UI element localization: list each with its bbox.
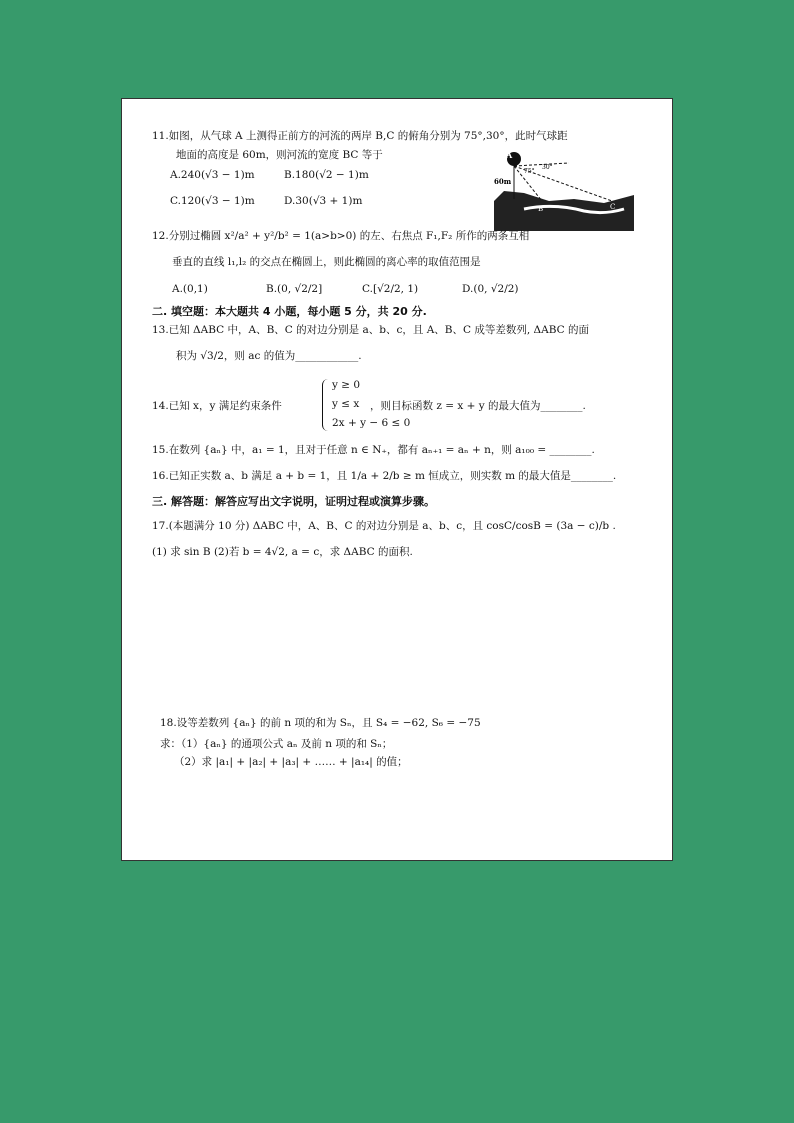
q16: 16.已知正实数 a、b 满足 a + b = 1，且 1/a + 2/b ≥ m 恒成立，则实数 m 的最大值是________.: [152, 470, 617, 482]
q14-brace: [322, 379, 331, 431]
balloon-river-figure: [494, 151, 634, 231]
q12-option-a: A.(0,1): [172, 283, 208, 295]
figure-label-height: 60m: [494, 177, 512, 186]
q12-line2: 垂直的直线 l₁,l₂ 的交点在椭圆上，则此椭圆的离心率的取值范围是: [172, 256, 481, 268]
exam-page: [121, 98, 673, 861]
q14-constraint-2: y ≤ x: [332, 398, 360, 410]
q18-line2: 求：（1）{aₙ} 的通项公式 aₙ 及前 n 项的和 Sₙ；: [160, 738, 393, 750]
q12-line1: 12.分别过椭圆 x²/a² + y²/b² = 1(a>b>0) 的左、右焦点 F₁,F₂ 所作的两条互相: [152, 230, 530, 242]
q15: 15.在数列 {aₙ} 中，a₁ = 1，且对于任意 n ∈ N₊，都有 aₙ₊₁ = aₙ + n，则 a₁₀₀ = ________.: [152, 444, 595, 456]
figure-label-a: A: [506, 151, 513, 160]
q17-line2: (1) 求 sin B (2)若 b = 4√2, a = c，求 ΔABC 的面积.: [152, 546, 413, 558]
q12-option-b: B.(0, √2/2]: [266, 283, 323, 295]
q18-line1: 18.设等差数列 {aₙ} 的前 n 项的和为 Sₙ，且 S₄ = −62, S₆ = −75: [160, 717, 481, 729]
q13-line1: 13.已知 ΔABC 中，A、B、C 的对边分别是 a、b、c，且 A、B、C 成等差数列, ΔABC 的面: [152, 324, 589, 336]
q11-line2: 地面的高度是 60m，则河流的宽度 BC 等于: [176, 149, 383, 161]
q11-option-b: B.180(√2 − 1)m: [284, 169, 369, 181]
figure-label-75: 75°: [524, 168, 535, 175]
q11-option-c: C.120(√3 − 1)m: [170, 195, 255, 207]
q18-line3: （2）求 |a₁| + |a₂| + |a₃| + …… + |a₁₄| 的值；: [174, 756, 408, 768]
q14-constraint-3: 2x + y − 6 ≤ 0: [332, 417, 411, 429]
q11-option-d: D.30(√3 + 1)m: [284, 195, 363, 207]
q14-constraint-1: y ≥ 0: [332, 379, 361, 391]
section-solve: 三. 解答题：解答应写出文字说明，证明过程或演算步骤。: [152, 495, 436, 508]
section-fill-in: 二. 填空题：本大题共 4 小题，每小题 5 分，共 20 分.: [152, 305, 427, 318]
q13-line2: 积为 √3/2，则 ac 的值为____________.: [176, 350, 362, 362]
q14-suffix: ，则目标函数 z = x + y 的最大值为________.: [370, 400, 586, 412]
figure-label-b: B: [538, 205, 544, 213]
q12-option-c: C.[√2/2, 1): [362, 283, 419, 295]
q14-prefix: 14.已知 x，y 满足约束条件: [152, 400, 282, 412]
q12-option-d: D.(0, √2/2): [462, 283, 519, 295]
figure-label-c: C: [610, 203, 616, 211]
q11-option-a: A.240(√3 − 1)m: [170, 169, 255, 181]
q17-line1: 17.(本题满分 10 分) ΔABC 中，A、B、C 的对边分别是 a、b、c，且 cosC/cosB = (3a − c)/b .: [152, 520, 616, 532]
figure-label-30: 30°: [542, 164, 553, 171]
q11-line1: 11.如图，从气球 A 上测得正前方的河流的两岸 B,C 的俯角分别为 75°,30°，此时气球距: [152, 130, 568, 142]
